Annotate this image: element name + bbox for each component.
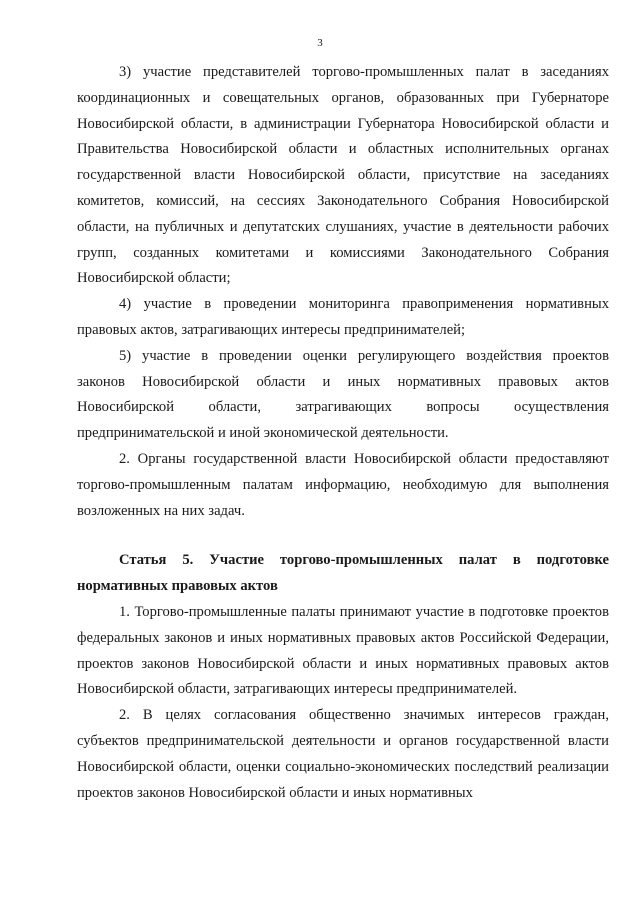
clause-4-paragraph: 4) участие в проведении мониторинга правоприменения нормативных правовых актов, затрагивающих интересы предпринимателей; xyxy=(77,296,609,338)
clause-5-paragraph: 5) участие в проведении оценки регулирующего воздействия проектов законов Новосибирской области и иных нормативных правовых актов Новосибирской области, затрагивающих вопросы осуществления предпринимательской и иной экономической деятельности. xyxy=(77,347,609,442)
article-5-clause-2-paragraph: 2. В целях согласования общественно значимых интересов граждан, субъектов предпринимательской деятельности и органов государственной власти Новосибирской области, оценки социально-экономических последствий реализации проектов законов Новосибирской области и иных нормативных xyxy=(77,707,609,801)
article-5-clause-1-paragraph: 1. Торгово-промышленные палаты принимают участие в подготовке проектов федеральных законов и иных нормативных правовых актов Российской Федерации, проектов законов Новосибирской области и иных нормативных правовых актов Новосибирской области, затрагивающих интересы предпринимателей. xyxy=(77,603,609,698)
section-2-paragraph: 2. Органы государственной власти Новосибирской области предоставляют торгово-промышленным палатам информацию, необходимую для выполнения возложенных на них задач. xyxy=(77,450,609,519)
page-number: 3 xyxy=(317,37,323,49)
article-5-heading: Статья 5. Участие торгово-промышленных палат в подготовке нормативных правовых актов xyxy=(77,552,609,595)
document-body xyxy=(77,60,609,806)
clause-3-paragraph: 3) участие представителей торгово-промышленных палат в заседаниях координационных и совещательных органов, образованных при Губернаторе Новосибирской области, в администрации Губернатора Новосибирской области и Правительства Новосибирской области и областных исполнительных органах государственной власти Новосибирской области, присутствие на заседаниях комитетов, комиссий, на сессиях Законодательного Собрания Новосибирской области, на публичных и депутатских слушаниях, участие в деятельности рабочих групп, созданных комитетами и комиссиями Законодательного Собрания Новосибирской области; xyxy=(77,64,609,287)
